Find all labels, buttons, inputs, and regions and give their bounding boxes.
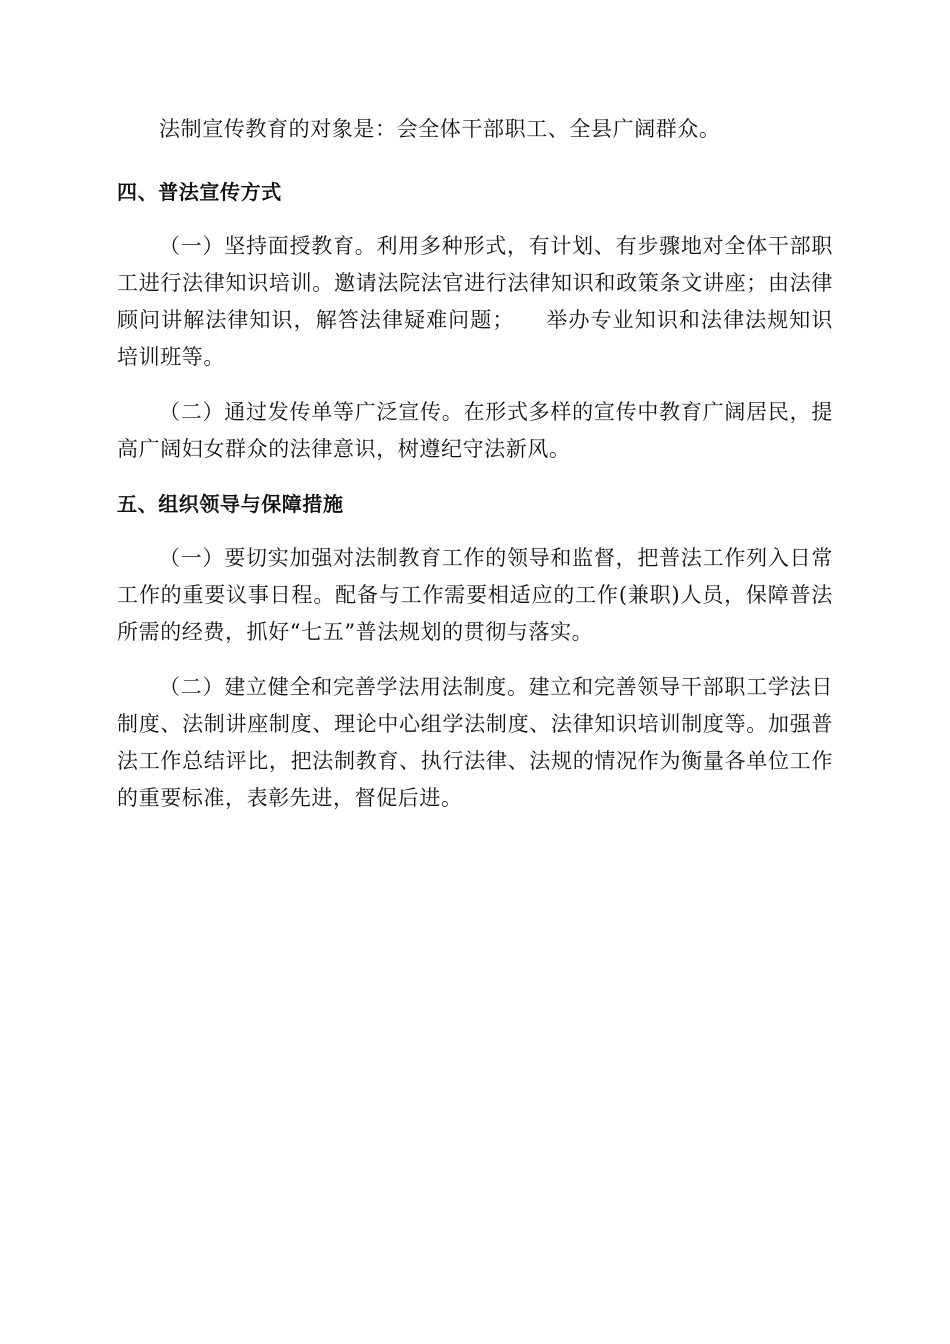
section-heading-publicity-methods: 四、普法宣传方式 [117, 180, 282, 204]
document-body [117, 111, 833, 835]
paragraph-study-law-system: （二）建立健全和完善学法用法制度。建立和完善领导干部职工学法日制度、法制讲座制度、理论中心组学法制度、法律知识培训制度等。加强普法工作总结评比，把法制教育、执行法律、法规的情况作为衡量各单位工作的重要标准，表彰先进，督促后进。 [117, 675, 833, 810]
paragraph-text: 举办专业知识和法律法规知识培训班等。 [117, 308, 833, 369]
paragraph-leaflet-publicity: （二）通过发传单等广泛宣传。在形式多样的宣传中教育广阔居民，提高广阔妇女群众的法律意识，树遵纪守法新风。 [117, 400, 833, 461]
paragraph-text: （一）坚持面授教育。利用多种形式，有计划、有步骤地对全体干部职工进行法律知识培训。邀请法院法官进行法律知识和政策条文讲座；由法律顾问讲解法律知识，解答法律疑难问题； [117, 234, 833, 332]
paragraph-leadership-supervision: （一）要切实加强对法制教育工作的领导和监督，把普法工作列入日常工作的重要议事日程。配备与工作需要相适应的工作(兼职)人员，保障普法所需的经费，抓好“七五”普法规划的贯彻与落实。 [117, 546, 833, 644]
paragraph-face-to-face-education [117, 228, 833, 376]
intro-paragraph: 法制宣传教育的对象是：会全体干部职工、全县广阔群众。 [159, 117, 721, 141]
section-heading-organization-guarantees: 五、组织领导与保障措施 [117, 492, 344, 516]
